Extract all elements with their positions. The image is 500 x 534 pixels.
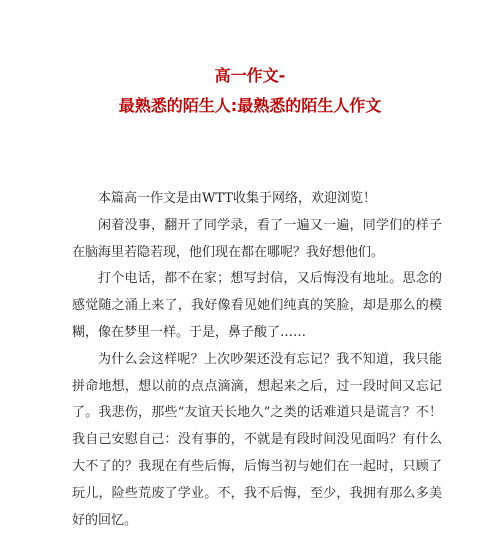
paragraph-intro: 本篇高一作文是由WTT收集于网络，欢迎浏览！ [98, 191, 376, 206]
paragraph: 为什么会这样呢？上次吵架还没有忘记？我不知道，我只能拼命地想，想以前的点点滴滴，想起来之后，过一段时间又忘记了。我悲伤，那些“友谊天长地久”之类的话难道只是谎言？不！我自己安慰自己：没有事的，不就是有段时间没见面吗？有什么大不了的？我现在有些后悔，后悔当初与她们在一起时，只顾了玩儿，险些荒废了学业。不，我不后悔，至少，我拥有那么多美好的回忆。 [72, 351, 442, 528]
paragraph: 打个电话，都不在家；想写封信，又后悔没有地址。思念的感觉随之涌上来了，我好像看见她们纯真的笑脸，却是那么的模糊，像在梦里一样。于是，鼻子酸了…… [72, 271, 442, 340]
article-body [72, 186, 442, 534]
paragraph: 闲着没事，翻开了同学录，看了一遍又一遍，同学们的样子在脑海里若隐若现，他们现在都在哪呢？我好想他们。 [72, 217, 442, 260]
document-subtitle: 最熟悉的陌生人:最熟悉的陌生人作文 [118, 96, 382, 115]
document-title: 高一作文- [214, 66, 286, 85]
